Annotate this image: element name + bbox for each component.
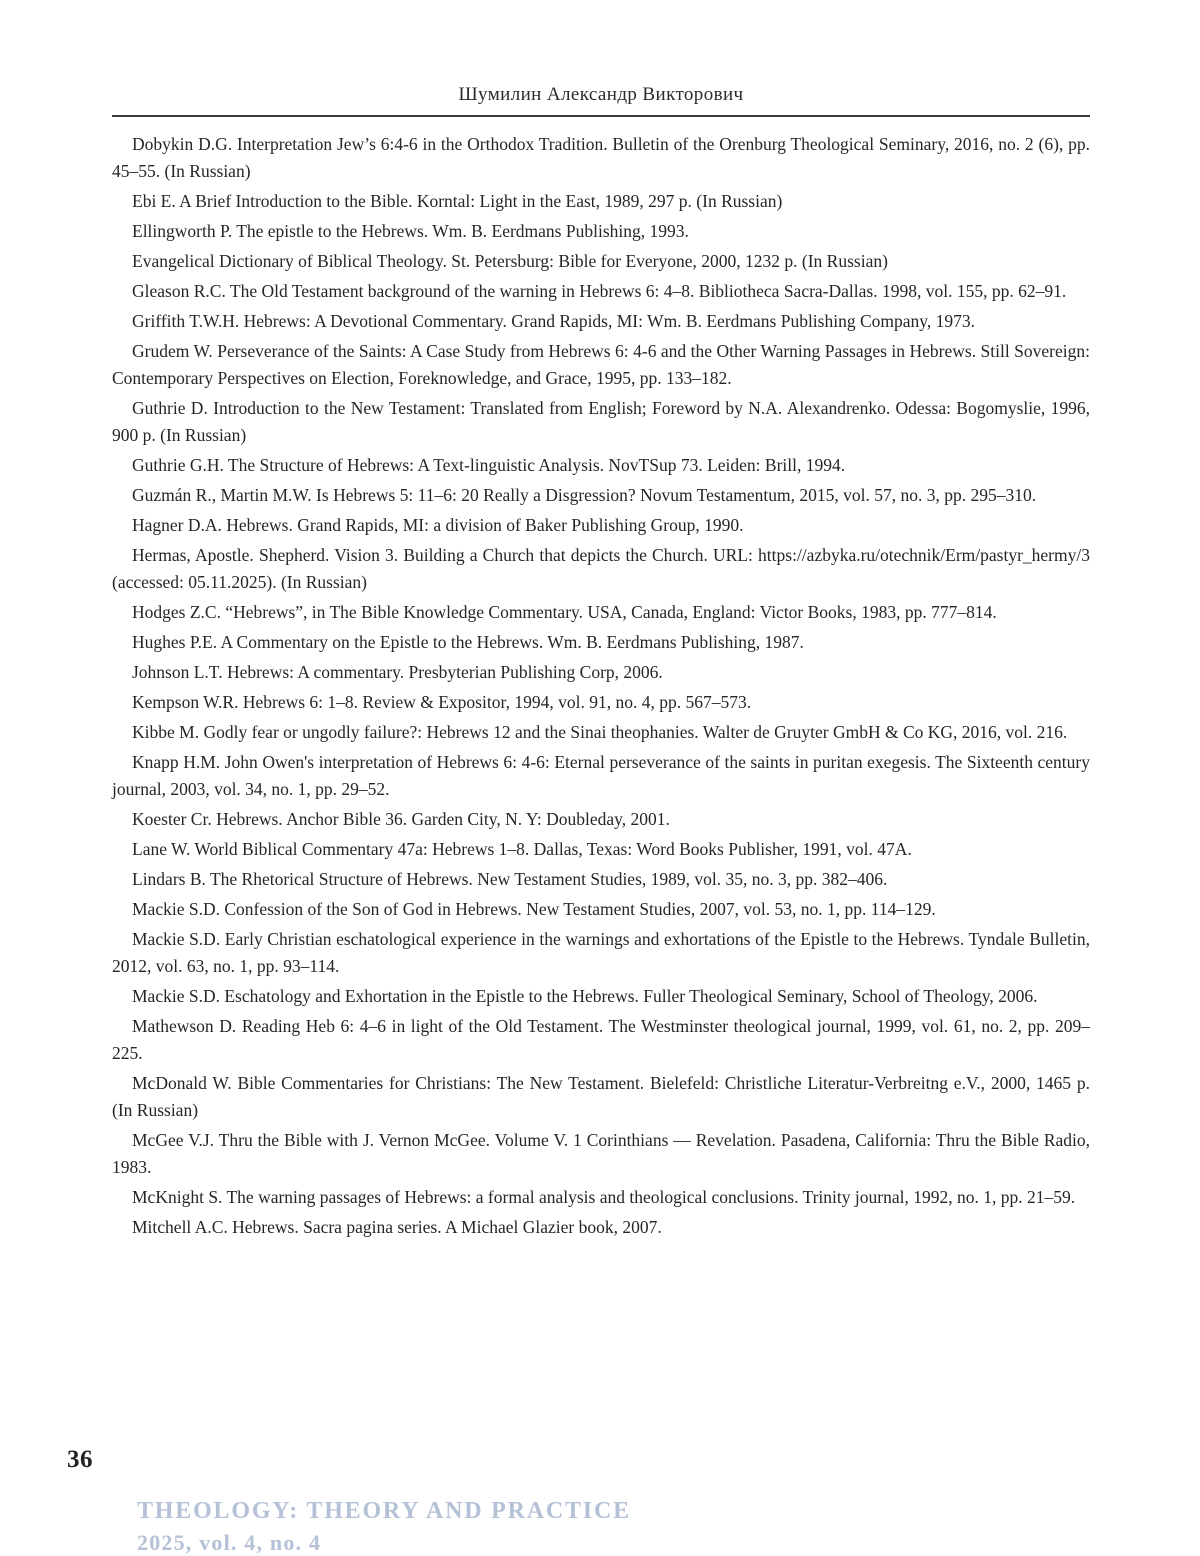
reference-entry: Lane W. World Biblical Commentary 47a: Hebrews 1–8. Dallas, Texas: Word Books Publisher, 1991, vol. 47A.	[132, 839, 912, 859]
reference-entry: Koester Cr. Hebrews. Anchor Bible 36. Garden City, N. Y: Doubleday, 2001.	[132, 809, 670, 829]
reference-entry: Johnson L.T. Hebrews: A commentary. Presbyterian Publishing Corp, 2006.	[132, 662, 663, 682]
header-author: Шумилин Александр Викторович	[458, 84, 744, 105]
reference-entry: Lindars B. The Rhetorical Structure of Hebrews. New Testament Studies, 1989, vol. 35, no. 3, pp. 382–406.	[132, 869, 888, 889]
reference-entry: Ebi E. A Brief Introduction to the Bible. Korntal: Light in the East, 1989, 297 p. (In Russian)	[132, 191, 783, 211]
journal-issue: 2025, vol. 4, no. 4	[137, 1530, 322, 1555]
reference-entry: McDonald W. Bible Commentaries for Christians: The New Testament. Bielefeld: Christliche Literatur-Verbreitng e.V., 2000, 1465 p. (In Russian)	[112, 1073, 1090, 1120]
reference-entry: McKnight S. The warning passages of Hebrews: a formal analysis and theological conclusions. Trinity journal, 1992, no. 1, pp. 21–59.	[132, 1187, 1076, 1207]
reference-entry: Guthrie G.H. The Structure of Hebrews: A Text-linguistic Analysis. NovTSup 73. Leiden: Brill, 1994.	[132, 455, 846, 475]
reference-entry: Hodges Z.C. “Hebrews”, in The Bible Knowledge Commentary. USA, Canada, England: Victor Books, 1983, pp. 777–814.	[132, 602, 997, 622]
page-number: 36	[67, 1446, 93, 1473]
reference-entry: Gleason R.C. The Old Testament background of the warning in Hebrews 6: 4–8. Bibliotheca Sacra-Dallas. 1998, vol. 155, pp. 62–91.	[132, 281, 1067, 301]
reference-entry: Guthrie D. Introduction to the New Testament: Translated from English; Foreword by N.A. Alexandrenko. Odessa: Bogomyslie, 1996, 900 p. (In Russian)	[112, 398, 1090, 445]
reference-entry: Hermas, Apostle. Shepherd. Vision 3. Building a Church that depicts the Church. URL: https://azbyka.ru/otechnik/Erm/pastyr_hermy/3 (accessed: 05.11.2025). (In Russian)	[112, 545, 1090, 592]
reference-entry: Hagner D.A. Hebrews. Grand Rapids, MI: a division of Baker Publishing Group, 1990.	[132, 515, 744, 535]
reference-entry: Dobykin D.G. Interpretation Jew’s 6:4-6 in the Orthodox Tradition. Bulletin of the Orenburg Theological Seminary, 2016, no. 2 (6), pp. 45–55. (In Russian)	[112, 134, 1090, 181]
reference-entry: Knapp H.M. John Owen's interpretation of Hebrews 6: 4-6: Eternal perseverance of the saints in puritan exegesis. The Sixteenth century journal, 2003, vol. 34, no. 1, pp. 29–52.	[112, 752, 1090, 799]
reference-entry: Kibbe M. Godly fear or ungodly failure?: Hebrews 12 and the Sinai theophanies. Walter de Gruyter GmbH & Co KG, 2016, vol. 216.	[132, 722, 1068, 742]
reference-entry: Mackie S.D. Eschatology and Exhortation in the Epistle to the Hebrews. Fuller Theological Seminary, School of Theology, 2006.	[132, 986, 1038, 1006]
reference-entry: Evangelical Dictionary of Biblical Theology. St. Petersburg: Bible for Everyone, 2000, 1232 p. (In Russian)	[132, 251, 888, 271]
reference-list	[112, 131, 1090, 1244]
reference-entry: Ellingworth P. The epistle to the Hebrews. Wm. B. Eerdmans Publishing, 1993.	[132, 221, 689, 241]
reference-entry: Mackie S.D. Early Christian eschatological experience in the warnings and exhortations of the Epistle to the Hebrews. Tyndale Bulletin, 2012, vol. 63, no. 1, pp. 93–114.	[112, 929, 1090, 976]
header-divider	[112, 115, 1090, 117]
reference-entry: Griffith T.W.H. Hebrews: A Devotional Commentary. Grand Rapids, MI: Wm. B. Eerdmans Publishing Company, 1973.	[132, 311, 975, 331]
reference-entry: Mathewson D. Reading Heb 6: 4–6 in light of the Old Testament. The Westminster theological journal, 1999, vol. 61, no. 2, pp. 209–225.	[112, 1016, 1090, 1063]
reference-entry: Mackie S.D. Confession of the Son of God in Hebrews. New Testament Studies, 2007, vol. 53, no. 1, pp. 114–129.	[132, 899, 936, 919]
reference-entry: Grudem W. Perseverance of the Saints: A Case Study from Hebrews 6: 4-6 and the Other Warning Passages in Hebrews. Still Sovereign: Contemporary Perspectives on Election, Foreknowledge, and Grace, 1995, pp. 133–182.	[112, 341, 1090, 388]
reference-entry: Kempson W.R. Hebrews 6: 1–8. Review & Expositor, 1994, vol. 91, no. 4, pp. 567–573.	[132, 692, 752, 712]
reference-entry: Mitchell A.C. Hebrews. Sacra pagina series. A Michael Glazier book, 2007.	[132, 1217, 662, 1237]
page-header	[112, 84, 1090, 117]
reference-entry: McGee V.J. Thru the Bible with J. Vernon McGee. Volume V. 1 Corinthians — Revelation. Pasadena, California: Thru the Bible Radio, 1983.	[112, 1130, 1090, 1177]
reference-entry: Guzmán R., Martin M.W. Is Hebrews 5: 11–6: 20 Really a Disgression? Novum Testamentum, 2015, vol. 57, no. 3, pp. 295–310.	[132, 485, 1037, 505]
journal-title: THEOLOGY: THEORY AND PRACTICE	[137, 1498, 631, 1524]
reference-entry: Hughes P.E. A Commentary on the Epistle to the Hebrews. Wm. B. Eerdmans Publishing, 1987.	[132, 632, 804, 652]
